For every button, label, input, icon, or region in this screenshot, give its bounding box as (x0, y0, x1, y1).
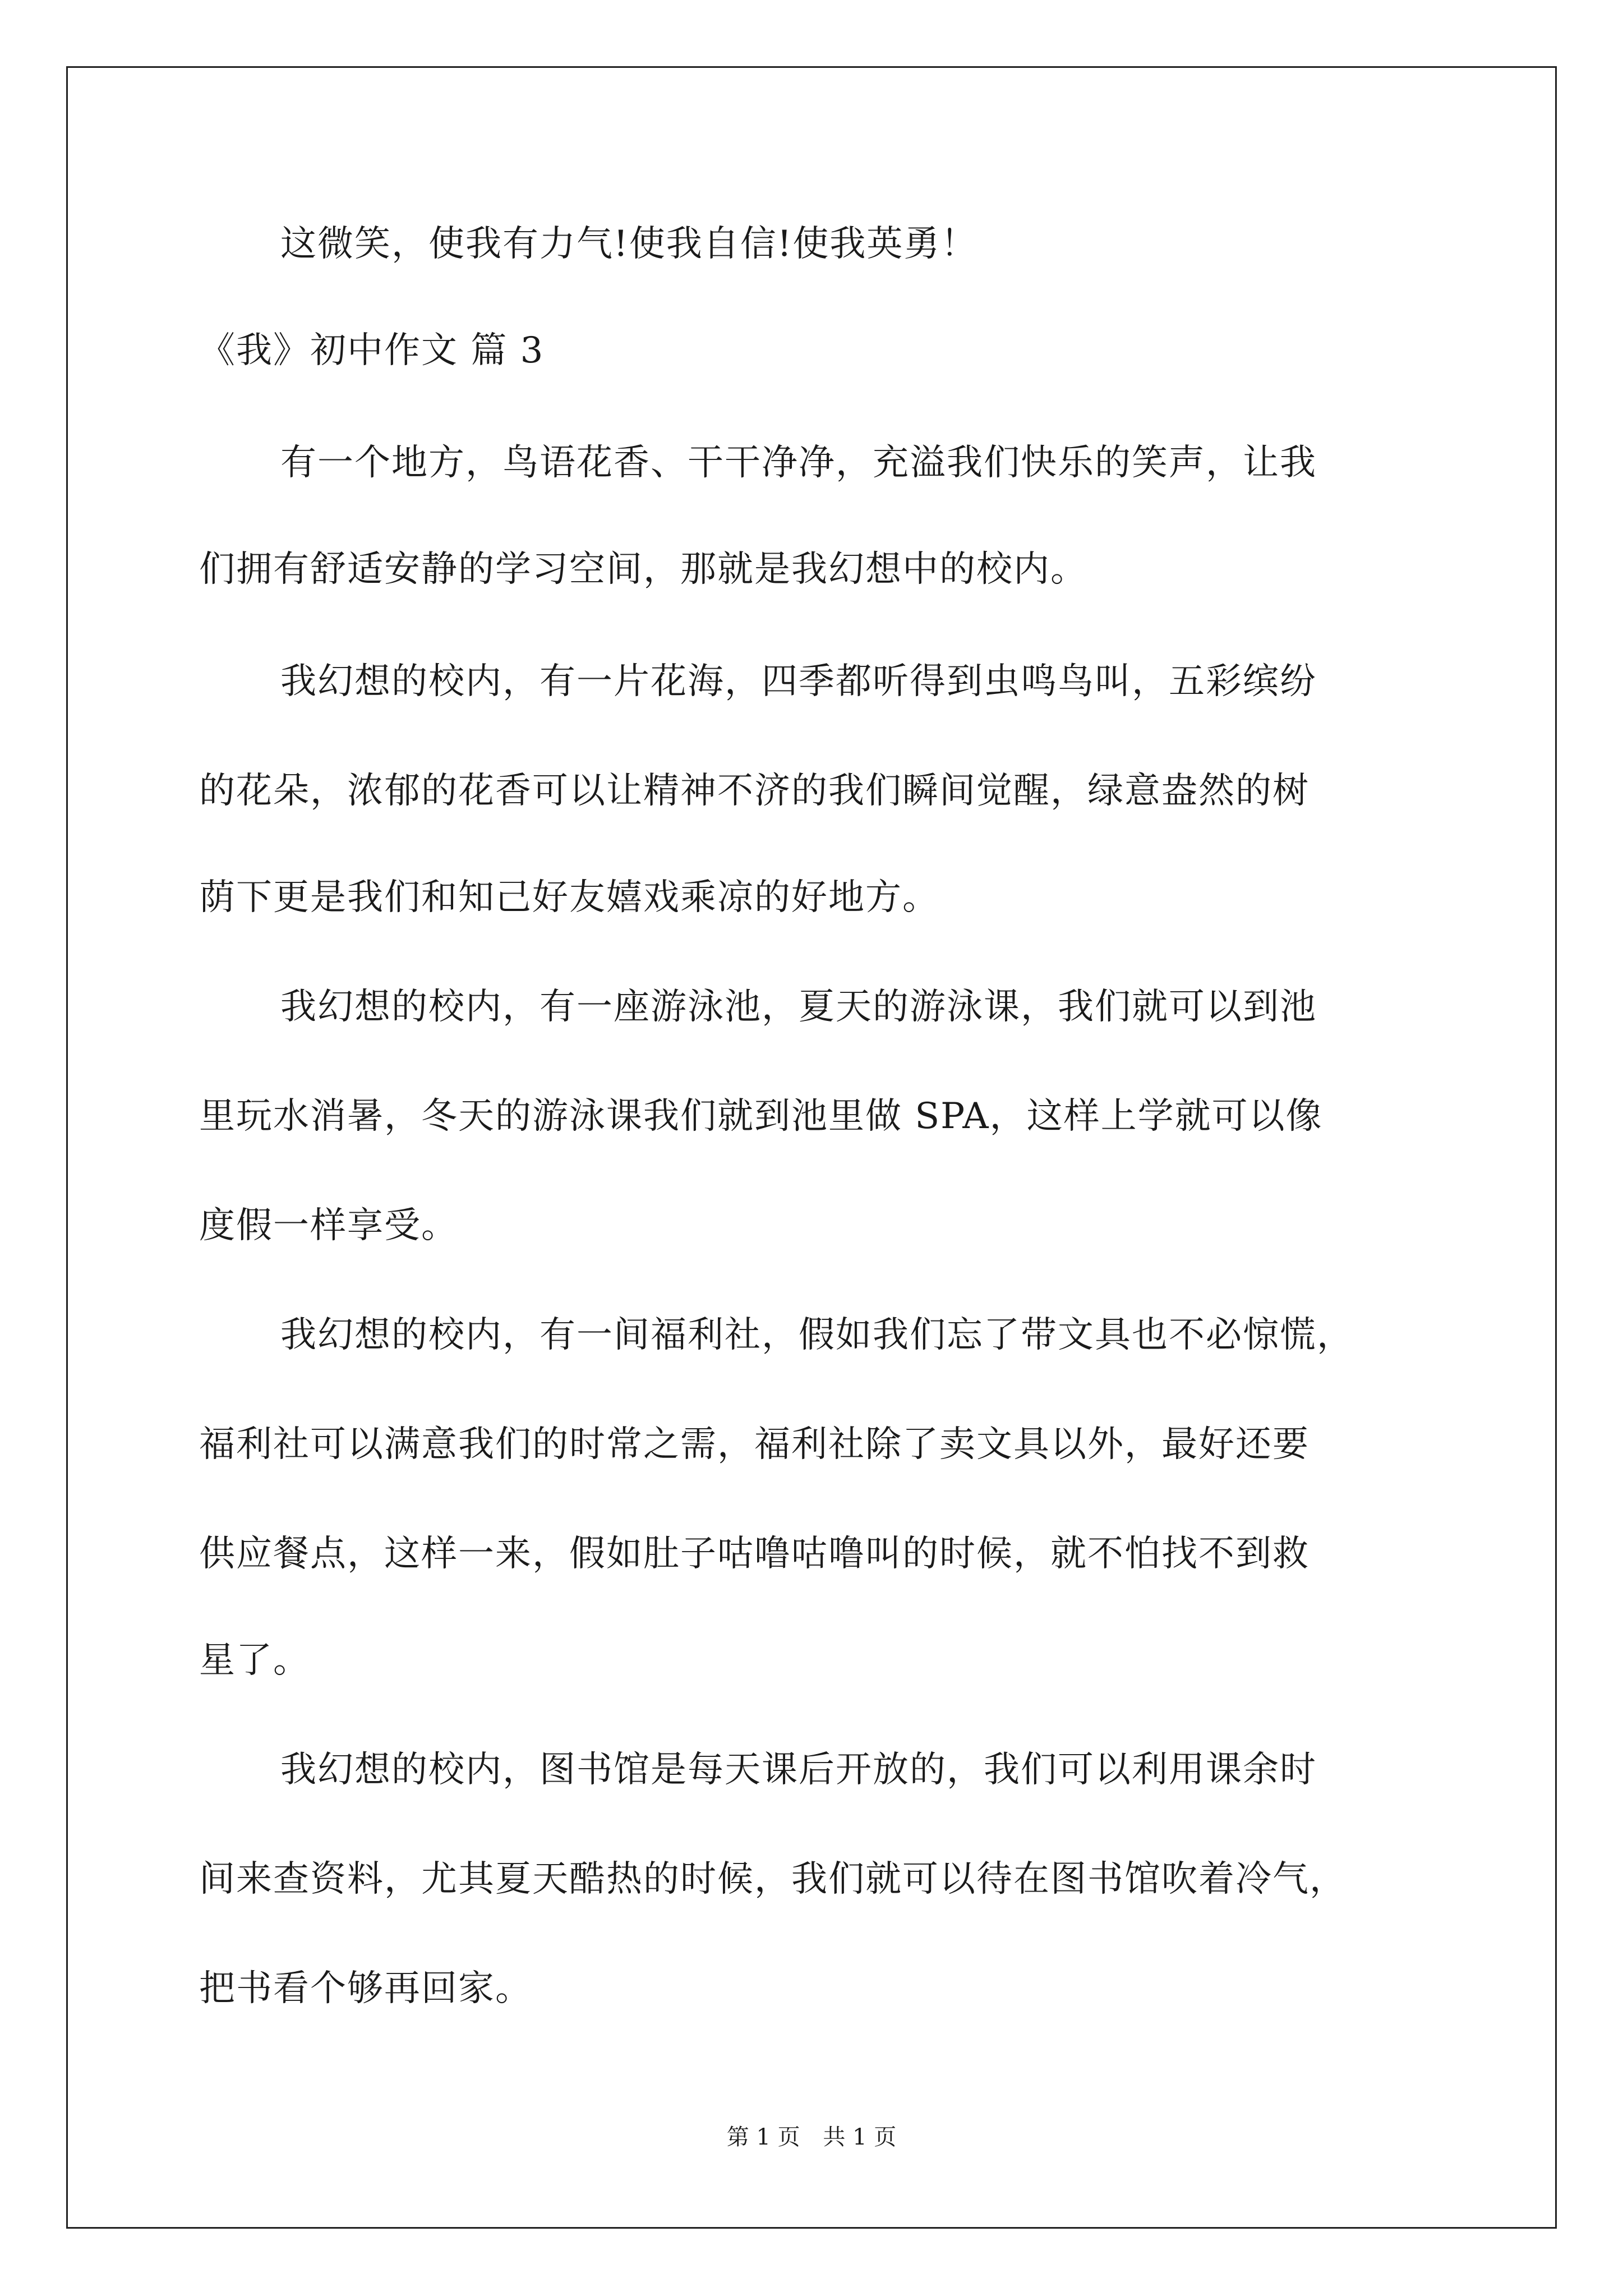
section-heading: 《我》初中作文 篇 3 (199, 330, 545, 371)
page-number-total: 共 1 页 (823, 2124, 897, 2150)
paragraph-line: 有一个地方，鸟语花香、干干净净，充溢我们快乐的笑声，让我 (280, 442, 1317, 484)
paragraph-line: 星了。 (199, 1640, 310, 1681)
paragraph-line: 我幻想的校内，有一座游泳池，夏天的游泳课，我们就可以到池 (280, 986, 1317, 1028)
paragraph-line: 把书看个够再回家。 (199, 1968, 532, 2009)
page-border (66, 66, 1557, 2229)
paragraph-line: 里玩水消暑，冬天的游泳课我们就到池里做 SPA，这样上学就可以像 (199, 1096, 1323, 1137)
paragraph-line: 我幻想的校内，有一片花海，四季都听得到虫鸣鸟叫，五彩缤纷 (280, 661, 1317, 702)
paragraph-line: 间来查资料，尤其夏天酷热的时候，我们就可以待在图书馆吹着冷气， (199, 1858, 1347, 1900)
paragraph-line: 荫下更是我们和知己好友嬉戏乘凉的好地方。 (199, 877, 939, 918)
page-footer (0, 2123, 1623, 2151)
paragraph-line: 福利社可以满意我们的时常之需，福利社除了卖文具以外，最好还要 (199, 1424, 1310, 1465)
paragraph-line: 的花朵，浓郁的花香可以让精神不济的我们瞬间觉醒，绿意盎然的树 (199, 770, 1310, 812)
paragraph-line: 们拥有舒适安静的学习空间，那就是我幻想中的校内。 (199, 549, 1087, 590)
page-number-current: 第 1 页 (726, 2124, 800, 2150)
paragraph-line: 度假一样享受。 (199, 1205, 458, 1246)
paragraph-line: 供应餐点，这样一来，假如肚子咕噜咕噜叫的时候，就不怕找不到救 (199, 1533, 1310, 1575)
paragraph-line: 我幻想的校内，图书馆是每天课后开放的，我们可以利用课余时 (280, 1749, 1317, 1791)
paragraph-line: 这微笑，使我有力气!使我自信!使我英勇！ (280, 223, 978, 265)
paragraph-line: 我幻想的校内，有一间福利社，假如我们忘了带文具也不必惊慌， (280, 1314, 1354, 1356)
